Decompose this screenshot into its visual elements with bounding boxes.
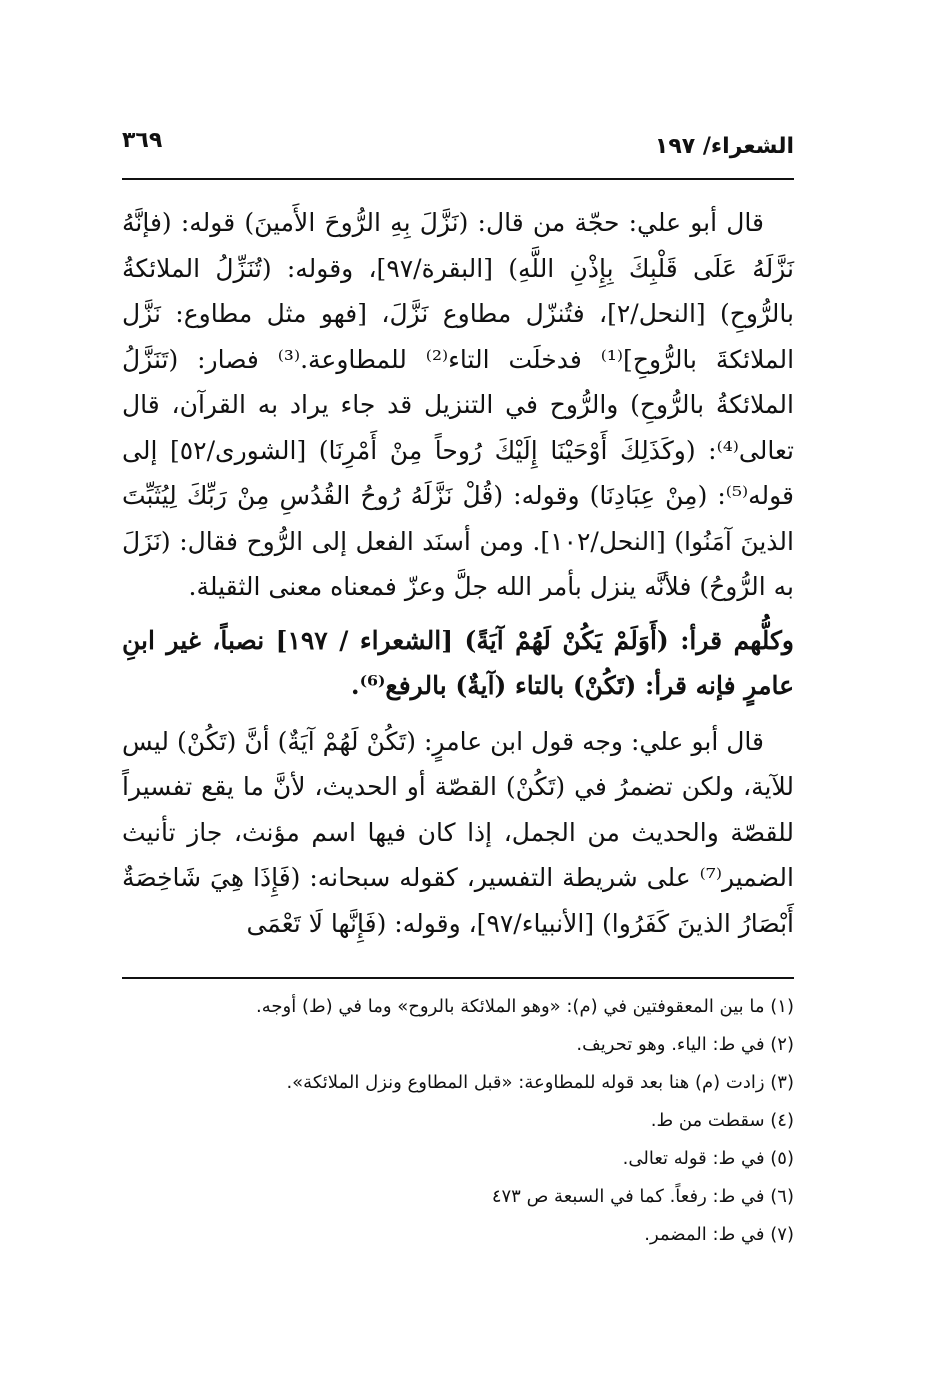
paragraph-readings: وكلُّهم قرأ: (أَوَلَمْ يَكُنْ لَهُمْ آيَةً) [الشعراء / ١٩٧] نصباً، غير ابنِ عامرٍ فإنه قرأ: (تَكُنْ) بالتاء (آيةٌ) بالرفع⁽⁶⁾. [122, 625, 795, 700]
footnote-3: (٣) زادت (م) هنا بعد قوله للمطاوعة: «قبل المطاوع ونزل الملائكة». [286, 1072, 794, 1093]
paragraph-abu-ali-1: قال أبو علي: حجّة من قال: (نَزَّلَ بِهِ الرُّوحَ الأَمينَ) قوله: (فإنَّهُ نَزَّلَهُ عَلَى قَلْبِكَ بِإِذْنِ اللَّهِ) [البقرة/٩٧]، وقوله: (تُنَزِّلُ الملائكةُ بالرُّوحِ) [النحل/٢]، فتُنزّل مطاوع نَزَّلَ، [فهو مثل مطاوع: نَزَّل الملائكةَ بالرُّوحِ]⁽¹⁾ فدخلَت التاء⁽²⁾ للمطاوعة.⁽³⁾ فصار: (تَنَزَّلُ الملائكةُ بالرُّوحِ) والرُّوح في التنزيل قد جاء يراد به القرآن، قال تعالى⁽⁴⁾: (وكَذَلِكَ أَوْحَيْنَا إِلَيْكَ رُوحاً مِنْ أَمْرِنَا) [الشورى/٥٢] إلى قوله⁽⁵⁾: (مِنْ عِبَادِنَا) وقوله: (قُلْ نَزَّلَهُ رُوحُ القُدُسِ مِنْ رَبِّكَ لِيُثَبِّتَ الذينَ آمَنُوا) [النحل/١٠٢]. ومن أسنَد الفعل إلى الرُّوح فقال: (نَزَلَ به الرُّوحُ) فلأنَّه ينزل بأمر الله جلَّ وعزّ فمعناه معنى الثقيلة. [122, 208, 795, 601]
paragraph-abu-ali-2: قال أبو علي: وجه قول ابن عامرٍ: (تَكُنْ لَهُمْ آيَةٌ) أنَّ (تَكُنْ) ليس للآية، ولكن تضمرُ في (تَكُنْ) القصّة أو الحديث، لأنَّ ما يقع تفسيراً للقصّة والحديث من الجمل، إذا كان فيها اسم مؤنث، جاز تأنيث الضمير⁽⁷⁾ على شريطة التفسير، كقوله سبحانه: (فَإِذَا هِيَ شَاخِصَةٌ أَبْصَارُ الذينَ كَفَرُوا) [الأنبياء/٩٧]، وقوله: (فَإِنَّها لَا تَعْمَى [122, 726, 794, 938]
footnote-5: (٥) في ط: قوله تعالى. [622, 1148, 794, 1169]
footnote-2: (٢) في ط: الياء. وهو تحريف. [576, 1034, 794, 1055]
footnote-divider [122, 977, 794, 979]
page-header [122, 128, 794, 172]
page-number: ٣٦٩ [122, 128, 163, 153]
footnotes [122, 988, 794, 1254]
footnote-1: (١) ما بين المعقوفتين في (م): «وهو الملائكة بالروح» وما في (ط) أوجه. [256, 996, 794, 1017]
footnote-6: (٦) في ط: رفعاً. كما في السبعة ص ٤٧٣ [491, 1186, 794, 1207]
chapter-reference: الشعراء/ ١٩٧ [654, 134, 794, 159]
footnote-7: (٧) في ط: المضمر. [644, 1224, 794, 1245]
header-divider [122, 178, 794, 180]
main-text [122, 200, 794, 946]
footnote-4: (٤) سقطت من ط. [650, 1110, 794, 1131]
